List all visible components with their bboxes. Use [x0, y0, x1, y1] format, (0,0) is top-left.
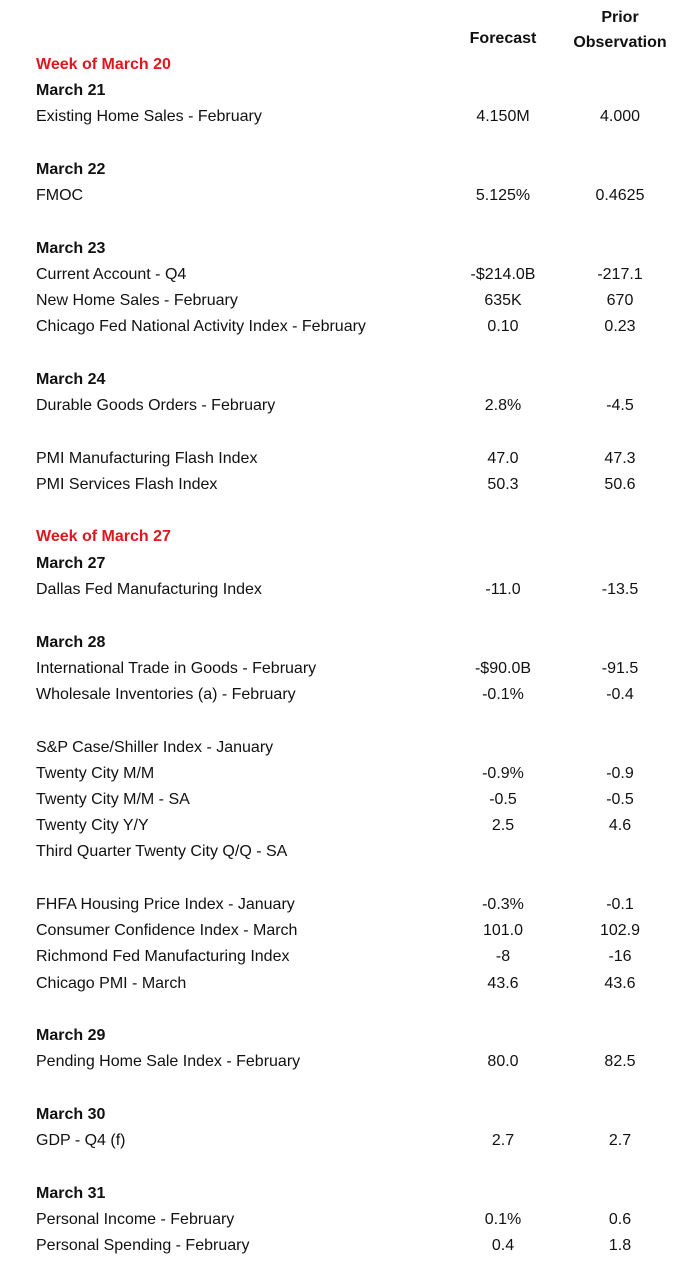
date-heading [0, 551, 692, 577]
indicator-name: Twenty City M/M [36, 765, 155, 782]
forecast-value: 0.10 [487, 318, 519, 335]
indicator-name: International Trade in Goods - February [36, 660, 317, 677]
forecast-value: -0.1% [482, 686, 524, 703]
indicator-name: Consumer Confidence Index - March [36, 922, 298, 939]
indicator-row [0, 577, 692, 603]
indicator-name: Third Quarter Twenty City Q/Q - SA [36, 843, 288, 860]
indicator-name: Richmond Fed Manufacturing Index [36, 948, 290, 965]
indicator-name: S&P Case/Shiller Index - January [36, 739, 274, 756]
column-header-forecast: Forecast [469, 30, 537, 47]
indicator-row [0, 971, 692, 997]
prior-observation-value: 47.3 [604, 450, 636, 467]
heading-text: March 27 [36, 555, 106, 572]
indicator-row [0, 1128, 692, 1154]
date-heading [0, 630, 692, 656]
indicator-row [0, 1207, 692, 1233]
prior-observation-value: 102.9 [599, 922, 641, 939]
indicator-row [0, 262, 692, 288]
prior-observation-value: -4.5 [606, 397, 634, 414]
forecast-value: 4.150M [476, 108, 530, 125]
prior-observation-value: 2.7 [608, 1132, 632, 1149]
indicator-name: Twenty City Y/Y [36, 817, 149, 834]
indicator-name: Personal Spending - February [36, 1237, 250, 1254]
forecast-value: 2.8% [484, 397, 522, 414]
prior-observation-value: 50.6 [604, 476, 636, 493]
indicator-name: Wholesale Inventories (a) - February [36, 686, 296, 703]
indicator-row [0, 183, 692, 209]
forecast-value: 43.6 [487, 975, 519, 992]
forecast-value: -$90.0B [474, 660, 532, 677]
indicator-row [0, 892, 692, 918]
heading-text: March 22 [36, 161, 106, 178]
prior-observation-value: -217.1 [597, 266, 643, 283]
forecast-value: -0.9% [482, 765, 524, 782]
prior-observation-value: 0.6 [608, 1211, 632, 1228]
prior-observation-value: 4.000 [599, 108, 641, 125]
forecast-value: -0.3% [482, 896, 524, 913]
prior-observation-value: -91.5 [601, 660, 639, 677]
prior-observation-value: -16 [608, 948, 632, 965]
heading-text: Week of March 20 [36, 56, 171, 73]
prior-observation-value: 43.6 [604, 975, 636, 992]
indicator-row [0, 761, 692, 787]
indicator-row [0, 104, 692, 130]
heading-text: March 24 [36, 371, 106, 388]
indicator-name: FHFA Housing Price Index - January [36, 896, 295, 913]
heading-text: March 31 [36, 1185, 106, 1202]
indicator-name: Current Account - Q4 [36, 266, 187, 283]
heading-text: March 30 [36, 1106, 106, 1123]
column-header-prior-line1: Prior [601, 9, 639, 26]
column-header-prior-line2: Observation [573, 34, 667, 51]
date-heading [0, 367, 692, 393]
indicator-row [0, 787, 692, 813]
indicator-row [0, 944, 692, 970]
indicator-row [0, 393, 692, 419]
date-heading [0, 157, 692, 183]
prior-observation-value: 0.4625 [595, 187, 645, 204]
prior-observation-value: -0.1 [606, 896, 634, 913]
indicator-row [0, 446, 692, 472]
heading-text: March 28 [36, 634, 106, 651]
heading-text: March 21 [36, 82, 106, 99]
heading-text: Week of March 27 [36, 528, 171, 545]
week-heading [0, 52, 692, 78]
date-heading [0, 1102, 692, 1128]
forecast-value: -8 [495, 948, 511, 965]
date-heading [0, 236, 692, 262]
prior-observation-value: -13.5 [601, 581, 639, 598]
forecast-value: 47.0 [487, 450, 519, 467]
indicator-name: Chicago PMI - March [36, 975, 187, 992]
indicator-name: Pending Home Sale Index - February [36, 1053, 301, 1070]
forecast-value: 2.7 [491, 1132, 515, 1149]
indicator-name: Durable Goods Orders - February [36, 397, 276, 414]
date-heading [0, 78, 692, 104]
date-heading [0, 1181, 692, 1207]
indicator-row [0, 472, 692, 498]
indicator-name: Chicago Fed National Activity Index - February [36, 318, 366, 335]
indicator-row [0, 1233, 692, 1259]
indicator-name: PMI Manufacturing Flash Index [36, 450, 258, 467]
prior-observation-value: 82.5 [604, 1053, 636, 1070]
date-heading [0, 1023, 692, 1049]
indicator-row [0, 839, 692, 865]
indicator-name: GDP - Q4 (f) [36, 1132, 126, 1149]
indicator-row [0, 735, 692, 761]
forecast-value: 50.3 [487, 476, 519, 493]
week-heading [0, 524, 692, 550]
indicator-name: Twenty City M/M - SA [36, 791, 190, 808]
prior-observation-value: -0.4 [606, 686, 634, 703]
prior-observation-value: -0.5 [606, 791, 634, 808]
prior-observation-value: 4.6 [608, 817, 632, 834]
forecast-value: -$214.0B [470, 266, 536, 283]
indicator-name: Dallas Fed Manufacturing Index [36, 581, 262, 598]
forecast-value: 635K [484, 292, 522, 309]
forecast-value: 0.4 [491, 1237, 515, 1254]
column-header-prior-observation [565, 5, 675, 55]
indicator-row [0, 656, 692, 682]
indicator-row [0, 288, 692, 314]
forecast-value: -0.5 [489, 791, 517, 808]
prior-observation-value: 670 [606, 292, 634, 309]
indicator-name: FMOC [36, 187, 84, 204]
forecast-value: 0.1% [484, 1211, 522, 1228]
forecast-value: -11.0 [485, 581, 521, 598]
forecast-value: 101.0 [482, 922, 524, 939]
forecast-value: 80.0 [487, 1053, 519, 1070]
prior-observation-value: -0.9 [606, 765, 634, 782]
forecast-value: 2.5 [491, 817, 515, 834]
heading-text: March 29 [36, 1027, 106, 1044]
indicator-name: Personal Income - February [36, 1211, 235, 1228]
indicator-row [0, 813, 692, 839]
forecast-value: 5.125% [475, 187, 531, 204]
indicator-name: PMI Services Flash Index [36, 476, 218, 493]
prior-observation-value: 1.8 [608, 1237, 632, 1254]
indicator-row [0, 1049, 692, 1075]
indicator-row [0, 314, 692, 340]
heading-text: March 23 [36, 240, 106, 257]
indicator-row [0, 918, 692, 944]
prior-observation-value: 0.23 [604, 318, 636, 335]
indicator-row [0, 682, 692, 708]
indicator-name: Existing Home Sales - February [36, 108, 262, 125]
indicator-name: New Home Sales - February [36, 292, 238, 309]
